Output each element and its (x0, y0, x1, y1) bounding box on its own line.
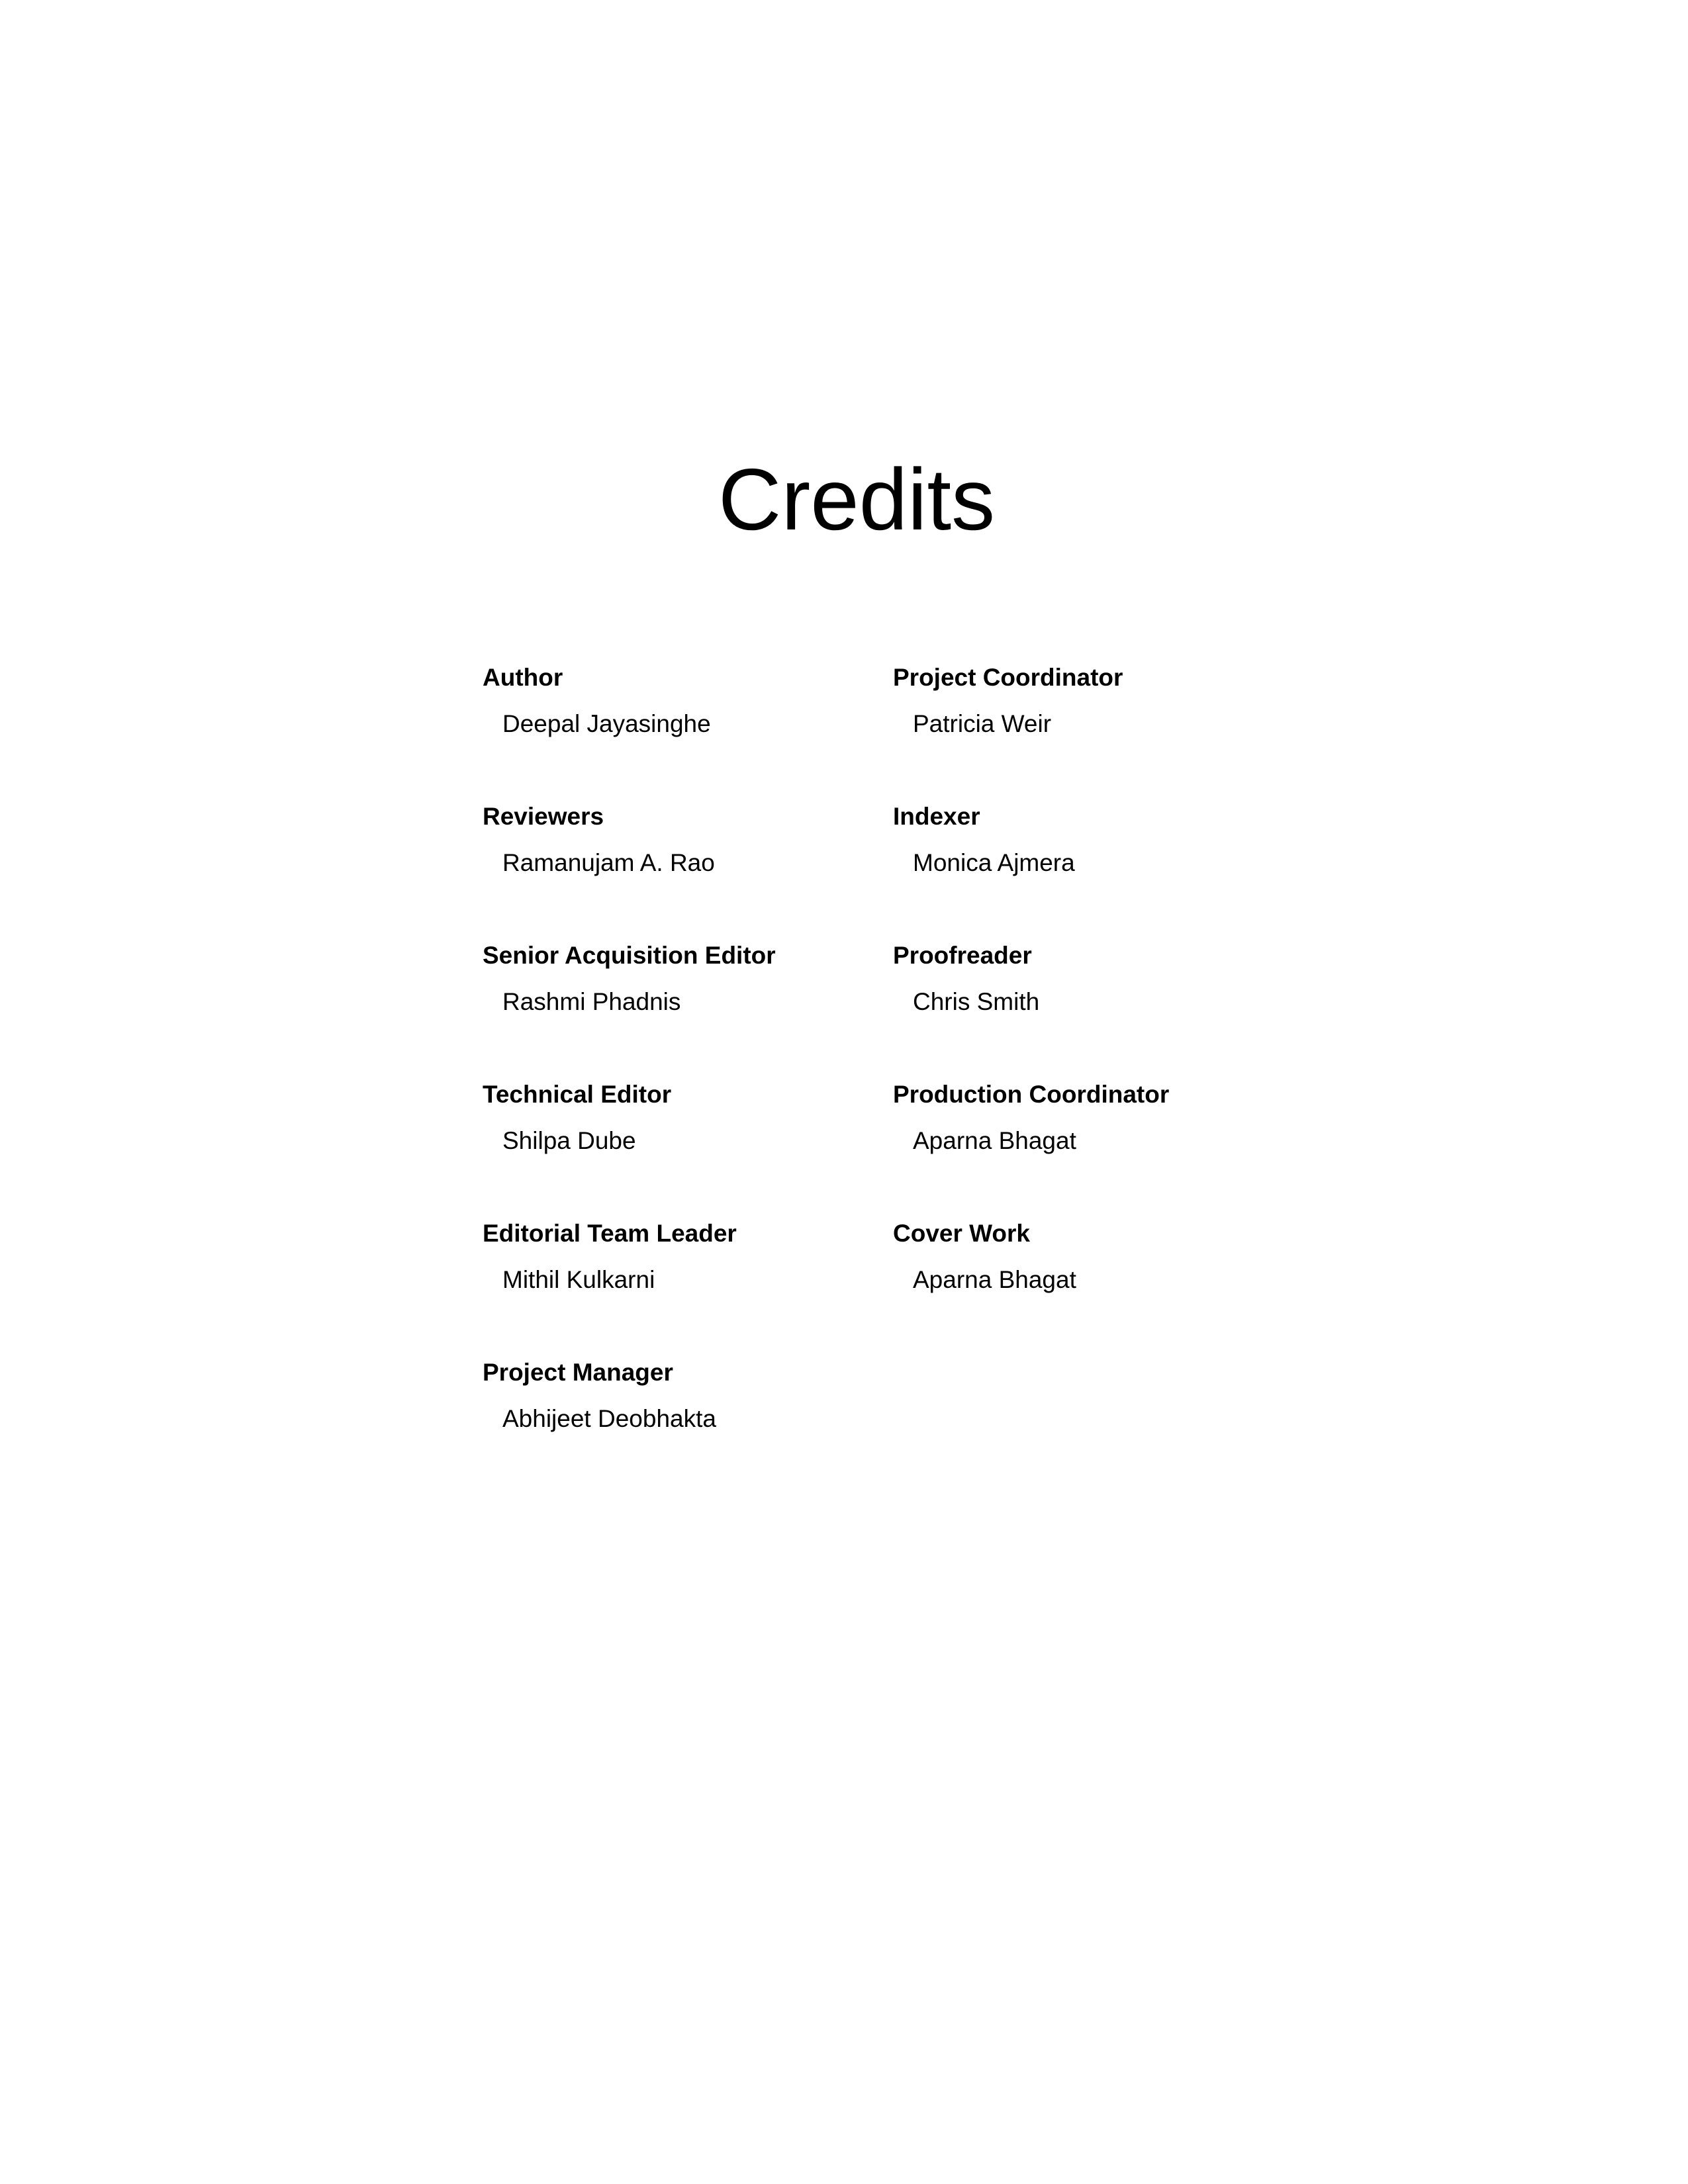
credit-entry-cover-work (893, 1216, 1290, 1355)
credit-name: Ramanujam A. Rao (502, 849, 715, 876)
credit-name: Monica Ajmera (913, 849, 1075, 876)
credit-entry-author (483, 660, 880, 799)
credit-role: Technical Editor (483, 1081, 672, 1108)
credit-role: Editorial Team Leader (483, 1220, 737, 1247)
credit-role: Proofreader (893, 942, 1032, 969)
credit-entry-editorial-team-leader (483, 1216, 880, 1355)
page-title: Credits (718, 451, 996, 548)
credit-name: Shilpa Dube (502, 1127, 636, 1154)
credit-name: Deepal Jayasinghe (502, 710, 711, 737)
credit-role: Production Coordinator (893, 1081, 1170, 1108)
credit-role: Cover Work (893, 1220, 1030, 1247)
credit-entry-indexer (893, 799, 1290, 938)
credits-left-column (483, 660, 880, 1494)
credit-entry-proofreader (893, 938, 1290, 1077)
credit-entry-project-coordinator (893, 660, 1290, 799)
credit-name: Chris Smith (913, 988, 1040, 1015)
credit-entry-production-coordinator (893, 1077, 1290, 1216)
credit-role: Reviewers (483, 803, 604, 830)
credit-entry-senior-acquisition-editor (483, 938, 880, 1077)
credit-entry-project-manager (483, 1355, 880, 1494)
credit-role: Project Coordinator (893, 664, 1123, 691)
credits-right-column (893, 660, 1290, 1355)
credit-name: Abhijeet Deobhakta (502, 1405, 716, 1432)
credit-name: Aparna Bhagat (913, 1266, 1076, 1293)
credit-role: Senior Acquisition Editor (483, 942, 776, 969)
credit-role: Indexer (893, 803, 980, 830)
credit-entry-technical-editor (483, 1077, 880, 1216)
credit-entry-reviewers (483, 799, 880, 938)
credit-role: Author (483, 664, 563, 691)
credit-name: Mithil Kulkarni (502, 1266, 655, 1293)
credit-name: Patricia Weir (913, 710, 1052, 737)
credit-name: Aparna Bhagat (913, 1127, 1076, 1154)
credit-role: Project Manager (483, 1359, 673, 1386)
credit-name: Rashmi Phadnis (502, 988, 681, 1015)
